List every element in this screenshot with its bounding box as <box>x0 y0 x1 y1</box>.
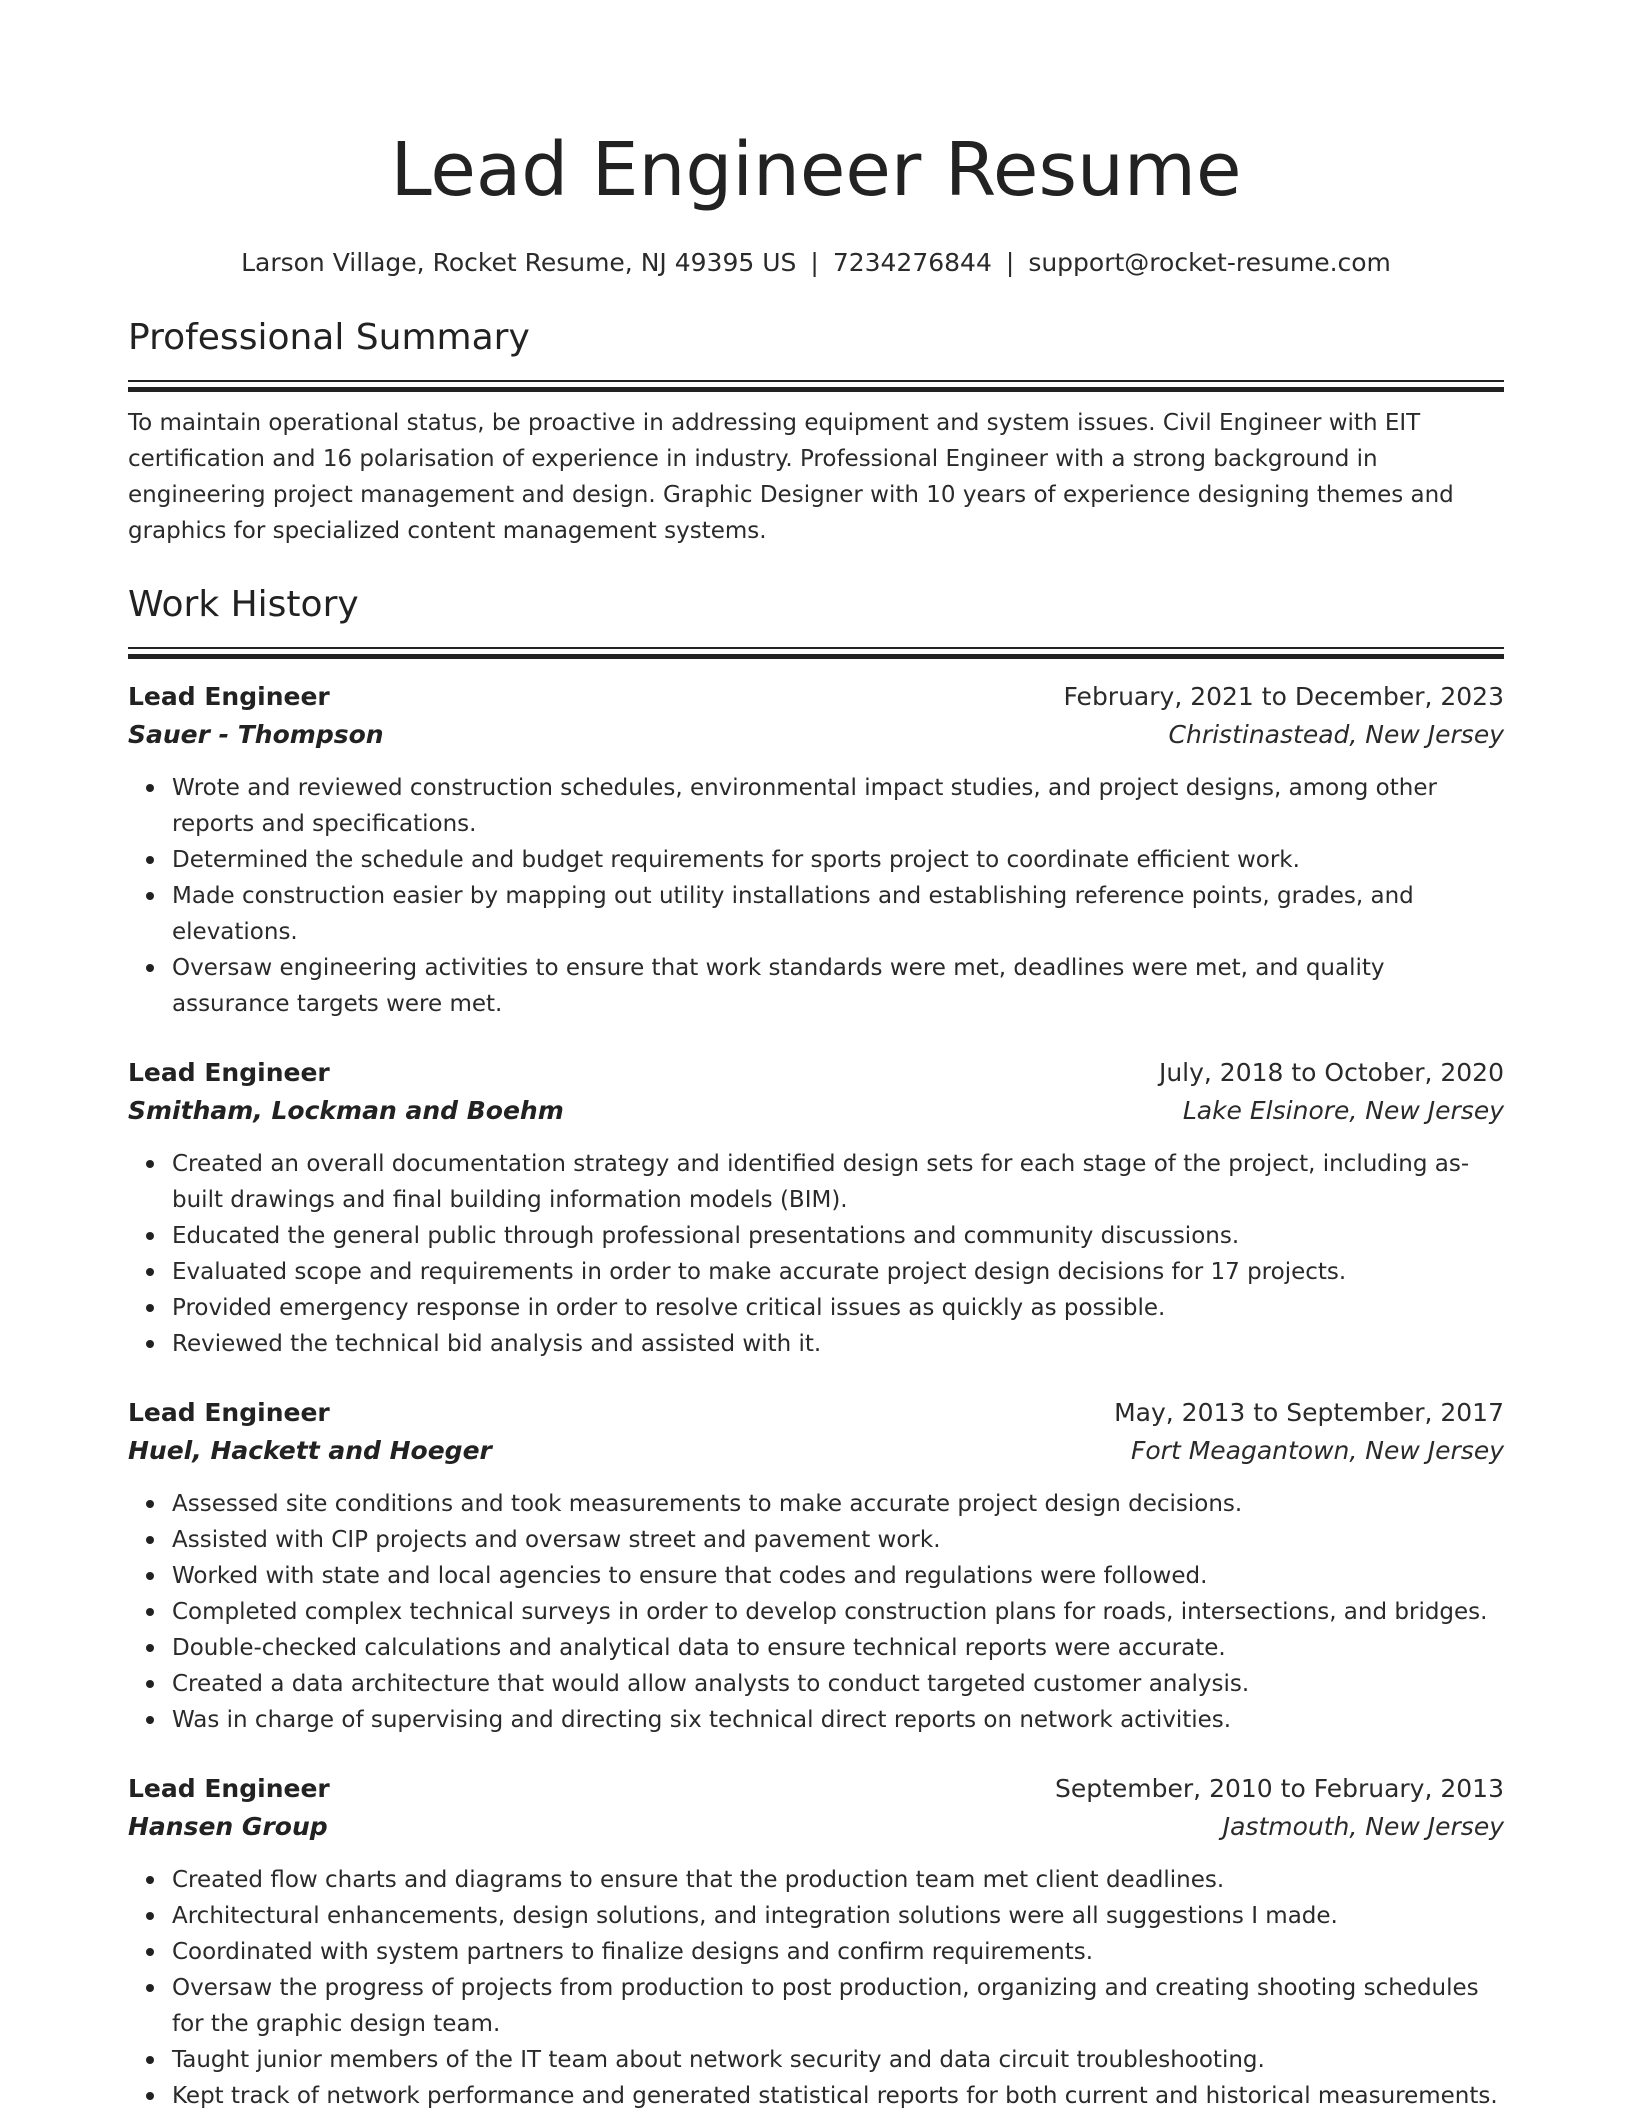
job-company-row <box>128 1432 1504 1470</box>
job-location: Jastmouth, New Jersey <box>1222 1812 1504 1841</box>
section-divider <box>128 380 1504 391</box>
job-company-row <box>128 1808 1504 1846</box>
job-bullet: Reviewed the technical bid analysis and assisted with it. <box>172 1326 1504 1362</box>
job-entry <box>128 1394 1504 1738</box>
job-bullet: Oversaw engineering activities to ensure that work standards were met, deadlines were met, and quality assurance targets were met. <box>172 950 1504 1022</box>
job-bullet: Wrote and reviewed construction schedules, environmental impact studies, and project designs, among other reports and specifications. <box>172 770 1504 842</box>
job-dates: February, 2021 to December, 2023 <box>1063 682 1504 711</box>
job-company: Smitham, Lockman and Boehm <box>128 1096 564 1125</box>
job-title: Lead Engineer <box>128 1058 330 1087</box>
job-bullet: Created flow charts and diagrams to ensure that the production team met client deadlines. <box>172 1862 1504 1898</box>
summary-section-header <box>128 314 1504 391</box>
job-title: Lead Engineer <box>128 1398 330 1427</box>
job-company-row <box>128 1092 1504 1130</box>
job-bullet: Completed complex technical surveys in order to develop construction plans for roads, intersections, and bridges. <box>172 1594 1504 1630</box>
summary-heading: Professional Summary <box>128 317 530 358</box>
job-bullet: Made construction easier by mapping out utility installations and establishing reference points, grades, and elevations. <box>172 878 1504 950</box>
job-dates: July, 2018 to October, 2020 <box>1158 1058 1504 1087</box>
work-history-list <box>128 678 1504 2114</box>
job-bullet-list <box>128 1146 1504 1362</box>
job-location: Fort Meagantown, New Jersey <box>1131 1436 1504 1465</box>
contact-address: Larson Village, Rocket Resume, NJ 49395 US <box>241 248 797 277</box>
summary-text: To maintain operational status, be proactive in addressing equipment and system issues. Civil Engineer with EIT certification and 16 polarisation of experience in industry. Professional Engineer with a strong background in engineering project management and design. Graphic Designer with 10 years of experience designing themes and graphics for specialized content management systems. <box>128 410 1454 544</box>
job-bullet-list <box>128 1486 1504 1738</box>
job-entry <box>128 1054 1504 1362</box>
job-bullet: Created a data architecture that would allow analysts to conduct targeted customer analysis. <box>172 1666 1504 1702</box>
job-dates: May, 2013 to September, 2017 <box>1114 1398 1504 1427</box>
job-bullet: Evaluated scope and requirements in order to make accurate project design decisions for 17 projects. <box>172 1254 1504 1290</box>
job-title: Lead Engineer <box>128 1774 330 1803</box>
job-bullet-list <box>128 770 1504 1022</box>
job-header-row <box>128 1394 1504 1432</box>
job-bullet: Assessed site conditions and took measurements to make accurate project design decisions. <box>172 1486 1504 1522</box>
job-dates: September, 2010 to February, 2013 <box>1055 1774 1504 1803</box>
job-bullet: Provided emergency response in order to resolve critical issues as quickly as possible. <box>172 1290 1504 1326</box>
job-bullet: Oversaw the progress of projects from production to post production, organizing and creating shooting schedules for the graphic design team. <box>172 1970 1504 2042</box>
job-entry <box>128 678 1504 1022</box>
resume-title: Lead Engineer Resume <box>390 127 1242 213</box>
job-bullet: Educated the general public through professional presentations and community discussions. <box>172 1218 1504 1254</box>
job-title: Lead Engineer <box>128 682 330 711</box>
job-bullet: Architectural enhancements, design solutions, and integration solutions were all suggestions I made. <box>172 1898 1504 1934</box>
job-bullet: Worked with state and local agencies to ensure that codes and regulations were followed. <box>172 1558 1504 1594</box>
contact-separator: | <box>810 248 819 277</box>
contact-separator: | <box>1005 248 1015 277</box>
job-bullet: Created an overall documentation strategy and identified design sets for each stage of the project, including as-built drawings and final building information models (BIM). <box>172 1146 1504 1218</box>
work-section-header <box>128 581 1504 658</box>
job-bullet: Coordinated with system partners to finalize designs and confirm requirements. <box>172 1934 1504 1970</box>
job-company: Huel, Hackett and Hoeger <box>128 1436 492 1465</box>
contact-phone: 7234276844 <box>832 248 992 277</box>
work-heading: Work History <box>128 584 359 625</box>
job-bullet: Kept track of network performance and generated statistical reports for both current and historical measurements. <box>172 2078 1504 2114</box>
job-bullet-list <box>128 1862 1504 2114</box>
job-bullet: Determined the schedule and budget requirements for sports project to coordinate efficient work. <box>172 842 1504 878</box>
section-divider <box>128 647 1504 658</box>
job-bullet: Was in charge of supervising and directing six technical direct reports on network activities. <box>172 1702 1504 1738</box>
contact-email: support@rocket-resume.com <box>1028 248 1391 277</box>
job-header-row <box>128 1054 1504 1092</box>
job-header-row <box>128 1770 1504 1808</box>
job-location: Christinastead, New Jersey <box>1168 720 1504 749</box>
job-location: Lake Elsinore, New Jersey <box>1182 1096 1504 1125</box>
job-header-row <box>128 678 1504 716</box>
contact-line <box>128 246 1504 280</box>
job-bullet: Double-checked calculations and analytical data to ensure technical reports were accurate. <box>172 1630 1504 1666</box>
job-company-row <box>128 716 1504 754</box>
job-company: Hansen Group <box>128 1812 328 1841</box>
job-company: Sauer - Thompson <box>128 720 384 749</box>
job-entry <box>128 1770 1504 2114</box>
job-bullet: Assisted with CIP projects and oversaw street and pavement work. <box>172 1522 1504 1558</box>
job-bullet: Taught junior members of the IT team about network security and data circuit troubleshooting. <box>172 2042 1504 2078</box>
